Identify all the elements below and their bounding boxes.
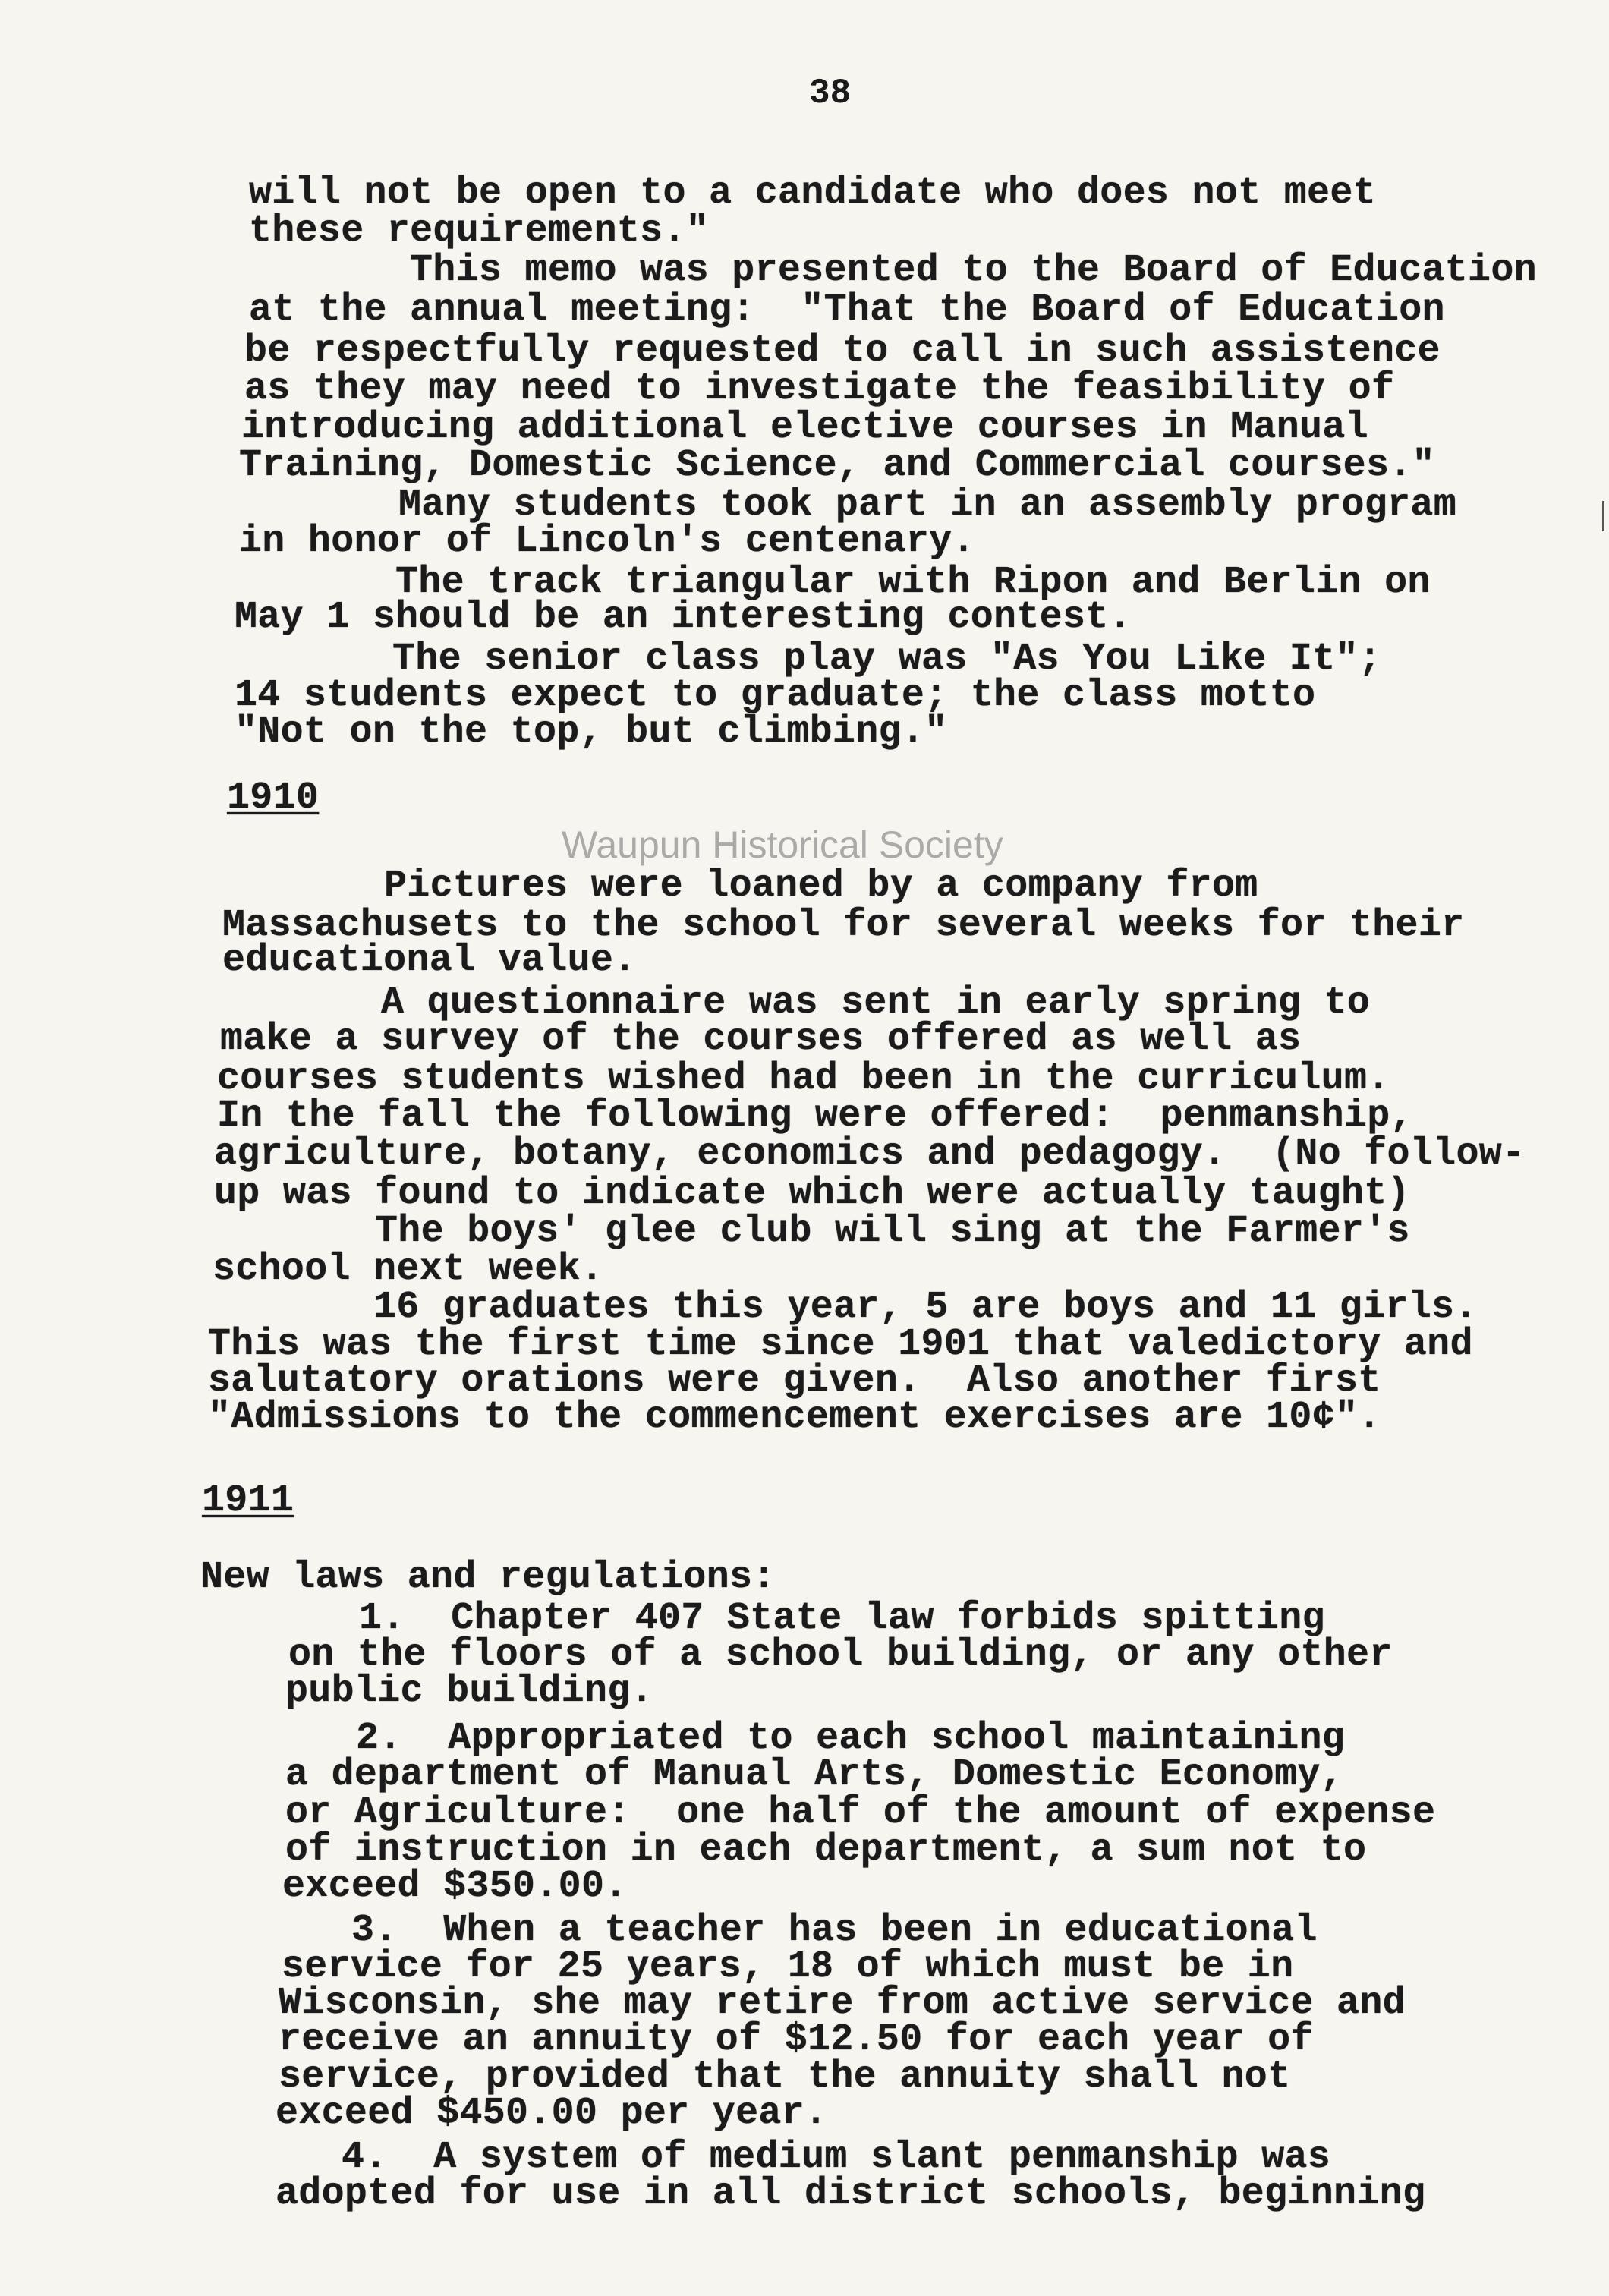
text-line: This was the first time since 1901 that valedictory and: [208, 1323, 1473, 1366]
section-heading-year: 1911: [202, 1479, 294, 1523]
text-line: a department of Manual Arts, Domestic Economy,: [285, 1753, 1344, 1797]
text-line: Many students took part in an assembly program: [398, 483, 1457, 527]
text-line: "Not on the top, but climbing.": [235, 710, 948, 754]
text-line: exceed $450.00 per year.: [276, 2092, 828, 2135]
page-number: 38: [809, 74, 852, 113]
text-line: adopted for use in all district schools, beginning: [276, 2172, 1426, 2216]
text-line: 14 students expect to graduate; the class motto: [235, 674, 1316, 717]
text-line: agriculture, botany, economics and pedagogy. (No follow-: [214, 1132, 1526, 1176]
text-line: In the fall the following were offered: penmanship,: [217, 1094, 1413, 1138]
text-line: This memo was presented to the Board of Education: [410, 249, 1537, 292]
text-line: make a survey of the courses offered as well as: [220, 1018, 1302, 1061]
text-line: 3. When a teacher has been in educational: [351, 1909, 1318, 1952]
text-line: receive an annuity of $12.50 for each year of: [279, 2018, 1314, 2061]
section-heading-year: 1910: [227, 776, 320, 820]
text-line: school next week.: [213, 1248, 604, 1291]
text-line: of instruction in each department, a sum not to: [285, 1828, 1367, 1872]
text-line: or Agriculture: one half of the amount of expense: [285, 1791, 1436, 1835]
text-line: The boys' glee club will sing at the Farmer's: [375, 1210, 1410, 1253]
text-line: The track triangular with Ripon and Berlin on: [395, 561, 1431, 604]
text-line: service for 25 years, 18 of which must be in: [282, 1945, 1294, 1989]
text-line: courses students wished had been in the curriculum.: [217, 1057, 1390, 1101]
watermark: Waupun Historical Society: [562, 824, 1003, 866]
text-line: Wisconsin, she may retire from active service and: [279, 1982, 1406, 2025]
text-line: salutatory orations were given. Also another first: [208, 1359, 1381, 1403]
text-line: will not be open to a candidate who does not meet: [249, 172, 1376, 215]
text-line: educational value.: [222, 939, 637, 982]
text-line: A questionnaire was sent in early spring to: [381, 981, 1371, 1025]
text-line: Pictures were loaned by a company from: [384, 865, 1258, 908]
text-line: "Admissions to the commencement exercises are 10¢".: [208, 1396, 1381, 1439]
text-line: be respectfully requested to call in such assistence: [244, 329, 1441, 373]
text-line: New laws and regulations:: [200, 1556, 776, 1599]
text-line: Training, Domestic Science, and Commercial courses.": [239, 444, 1435, 487]
text-line: exceed $350.00.: [282, 1865, 628, 1908]
text-line: 2. Appropriated to each school maintaining: [356, 1717, 1346, 1760]
text-line: as they may need to investigate the feasibility of: [244, 367, 1395, 411]
text-line: Massachusets to the school for several weeks for their: [222, 904, 1465, 947]
text-line: in honor of Lincoln's centenary.: [239, 520, 975, 563]
text-line: 1. Chapter 407 State law forbids spitting: [359, 1597, 1325, 1640]
text-line: The senior class play was "As You Like It";: [392, 638, 1382, 681]
text-line: May 1 should be an interesting contest.: [235, 596, 1132, 639]
text-line: public building.: [285, 1670, 653, 1713]
text-line: 4. A system of medium slant penmanship was: [342, 2136, 1331, 2179]
text-line: 16 graduates this year, 5 are boys and 11 girls.: [373, 1286, 1478, 1329]
text-line: service, provided that the annuity shall not: [279, 2055, 1291, 2099]
text-line: these requirements.": [249, 209, 710, 253]
text-line: introducing additional elective courses in Manual: [241, 406, 1368, 449]
text-line: up was found to indicate which were actually taught): [214, 1172, 1410, 1215]
text-line: at the annual meeting: "That the Board of Education: [249, 288, 1445, 332]
page-edge-mark: [1602, 501, 1604, 531]
text-line: on the floors of a school building, or any other: [288, 1633, 1393, 1677]
